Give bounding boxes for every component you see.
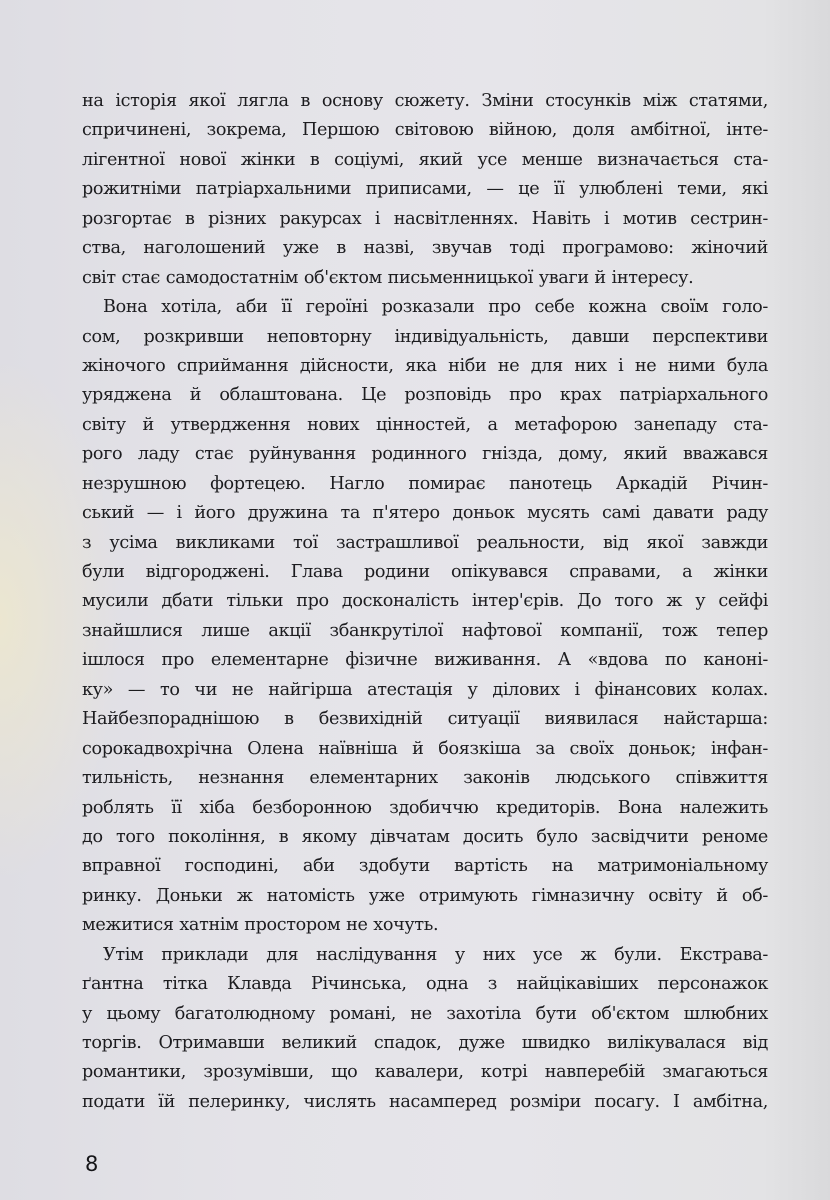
text-line: сом, розкривши неповторну індивідуальність, давши перспективи xyxy=(82,326,768,347)
text-line: рожитніми патріархальними приписами, — це її улюблені теми, які xyxy=(82,179,768,200)
paragraph-1 xyxy=(82,87,768,293)
text-line: романтики, зрозумівши, що кавалери, котрі навперебій змагаються xyxy=(82,1062,768,1083)
text-line: тильність, незнання елементарних законів людського співжиття xyxy=(82,768,768,789)
text-line: світу й утвердження нових цінностей, а метафорою занепаду ста- xyxy=(82,414,768,435)
paragraph-2 xyxy=(82,293,768,941)
text-line: незрушною фортецею. Нагло помирає панотець Аркадій Річин- xyxy=(82,473,768,494)
text-line: Вона хотіла, аби її героїні розказали про себе кожна своїм голо- xyxy=(103,297,768,318)
text-line: жіночого сприймання дійсности, яка ніби не для них і не ними була xyxy=(82,355,768,376)
text-line: мусили дбати тільки про досконалість інтер'єрів. До того ж у сейфі xyxy=(82,591,768,612)
text-line: уряджена й облаштована. Це розповідь про крах патріархального xyxy=(82,385,768,406)
text-line: ський — і його дружина та п'ятеро доньок мусять самі давати раду xyxy=(82,503,768,524)
text-line: торгів. Отримавши великий спадок, дуже швидко вилікувалася від xyxy=(82,1033,768,1053)
text-line: світ стає самодостатнім об'єктом письменницької уваги й інтересу. xyxy=(82,267,694,288)
text-line: ішлося про елементарне фізичне виживання. А «вдова по каноні- xyxy=(82,650,768,671)
text-line: ства, наголошений уже в назві, звучав тоді програмово: жіночий xyxy=(82,238,768,259)
text-line: у цьому багатолюдному романі, не захотіла бути об'єктом шлюбних xyxy=(82,1003,768,1024)
text-line: межитися хатнім простором не хочуть. xyxy=(82,915,439,936)
text-line: лігентної нової жінки в соціумі, який усе менше визначається ста- xyxy=(82,149,768,170)
text-line: до того покоління, в якому дівчатам досить було засвідчити реноме xyxy=(82,826,768,847)
text-line: ку» — то чи не найгірша атестація у ділових і фінансових колах. xyxy=(82,679,768,700)
book-page-text xyxy=(82,87,768,1117)
text-line: розгортає в різних ракурсах і насвітленнях. Навіть і мотив сестрин- xyxy=(82,208,768,229)
text-line: Найбезпораднішою в безвихідній ситуації виявилася найстарша: xyxy=(82,709,768,730)
text-line: на історія якої лягла в основу сюжету. Зміни стосунків між статями, xyxy=(82,91,768,111)
text-line: були відгороджені. Глава родини опікувався справами, а жінки xyxy=(82,562,768,582)
text-line: з усіма викликами тої застрашливої реальности, від якої завжди xyxy=(82,532,768,553)
text-line: сорокадвохрічна Олена наївніша й боязкіша за своїх доньок; інфан- xyxy=(82,738,768,759)
text-line: Утім приклади для наслідування у них усе ж були. Екстрава- xyxy=(103,944,768,965)
text-line: ринку. Доньки ж натомість уже отримують гімназичну освіту й об- xyxy=(82,885,768,906)
text-line: спричинені, зокрема, Першою світовою війною, доля амбітної, інте- xyxy=(82,120,768,141)
paragraph-3 xyxy=(82,941,768,1118)
text-line: подати їй пелеринку, числять насамперед розміри посагу. І амбітна, xyxy=(82,1091,768,1112)
text-line: вправної господині, аби здобути вартість на матримоніальному xyxy=(82,856,768,877)
text-line: роблять її хіба безборонною здобиччю кредиторів. Вона належить xyxy=(82,797,768,818)
text-line: ґантна тітка Клавда Річинська, одна з найцікавіших персонажок xyxy=(82,974,768,995)
text-line: знайшлися лише акції збанкрутілої нафтової компанії, тож тепер xyxy=(82,620,768,641)
page-number: 8 xyxy=(85,1152,99,1176)
text-line: рого ладу стає руйнування родинного гнізда, дому, який вважався xyxy=(82,444,768,465)
